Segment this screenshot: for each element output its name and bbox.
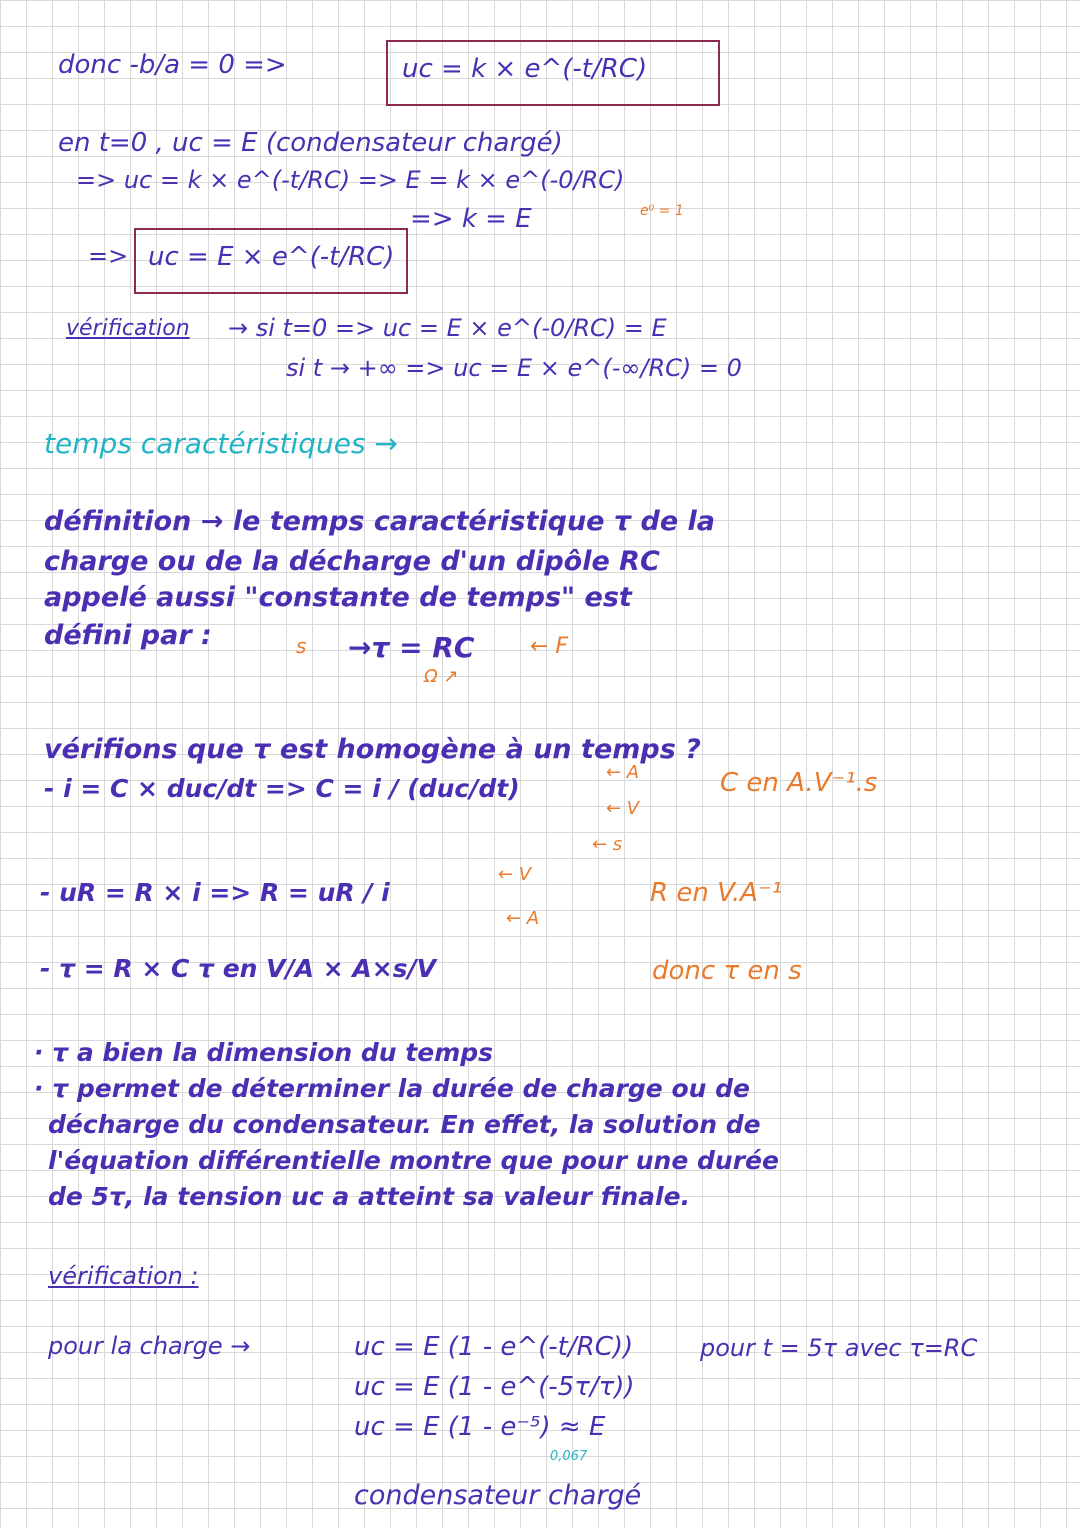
verification-label-2: vérification : [48, 1262, 199, 1290]
bullet-duration-2: décharge du condensateur. En effet, la solution de [48, 1110, 761, 1139]
bullet-duration-1: · τ permet de déterminer la durée de charge ou de [34, 1074, 750, 1103]
charge-condition: pour t = 5τ avec τ=RC [700, 1334, 978, 1362]
capacitor-relation: - i = C × duc/dt => C = i / (duc/dt) [44, 774, 520, 803]
definition-line-2: charge ou de la décharge d'un dipôle RC [44, 546, 660, 577]
definition-line-3: appelé aussi "constante de temps" est [44, 582, 632, 613]
tau-product: - τ = R × C τ en V/A × A×s/V [40, 954, 436, 983]
homogeneity-question: vérifions que τ est homogène à un temps ? [44, 734, 701, 765]
note-ampere-2: ← A [506, 908, 540, 929]
conclusion-charged: condensateur chargé [354, 1480, 642, 1511]
verification-t-infinity: si t → +∞ => uc = E × e^(-∞/RC) = 0 [286, 354, 742, 382]
capacitance-unit: C en A.V⁻¹.s [720, 768, 878, 798]
verification-label: vérification [66, 316, 190, 341]
unit-seconds: s [296, 634, 307, 658]
intro-line: donc -b/a = 0 => [58, 50, 287, 80]
unit-ohm: Ω ↗ [424, 666, 459, 687]
ohm-law: - uR = R × i => R = uR / i [40, 878, 390, 907]
time-constant-formula: →τ = RC [348, 631, 475, 664]
k-equals-e: => k = E [410, 204, 532, 234]
charge-substituted: uc = E (1 - e^(-5τ/τ)) [354, 1372, 635, 1402]
verification-t-zero: → si t=0 => uc = E × e^(-0/RC) = E [228, 314, 667, 342]
boxed-formula-k: uc = k × e^(-t/RC) [402, 54, 648, 84]
substitution-line: => uc = k × e^(-t/RC) => E = k × e^(-0/RC) [76, 166, 625, 194]
bullet-duration-3: l'équation différentielle montre que pour une durée [48, 1146, 779, 1175]
charge-formula: uc = E (1 - e^(-t/RC)) [354, 1332, 634, 1362]
arrow-implies: => [88, 242, 129, 270]
definition-line-4: défini par : [44, 620, 212, 651]
definition-line-1: définition → le temps caractéristique τ de la [44, 506, 716, 537]
tau-unit-conclusion: donc τ en s [652, 956, 802, 986]
bullet-duration-4: de 5τ, la tension uc a atteint sa valeur finale. [48, 1182, 691, 1211]
note-second: ← s [592, 834, 623, 855]
resistance-unit: R en V.A⁻¹ [650, 878, 783, 908]
exp-value-note: 0,067 [550, 1449, 588, 1464]
note-ampere: ← A [606, 762, 640, 783]
note-volt-2: ← V [498, 864, 532, 885]
note-volt: ← V [606, 798, 640, 819]
charge-label: pour la charge → [48, 1332, 251, 1360]
charge-approx: uc = E (1 - e⁻⁵) ≈ E [354, 1412, 606, 1442]
unit-farad: ← F [530, 634, 569, 659]
exp-zero-note: e⁰ = 1 [640, 203, 684, 219]
section-heading: temps caractéristiques → [44, 427, 398, 460]
bullet-dimension: · τ a bien la dimension du temps [34, 1038, 494, 1067]
boxed-formula-final: uc = E × e^(-t/RC) [148, 242, 395, 272]
initial-condition: en t=0 , uc = E (condensateur chargé) [58, 128, 563, 158]
